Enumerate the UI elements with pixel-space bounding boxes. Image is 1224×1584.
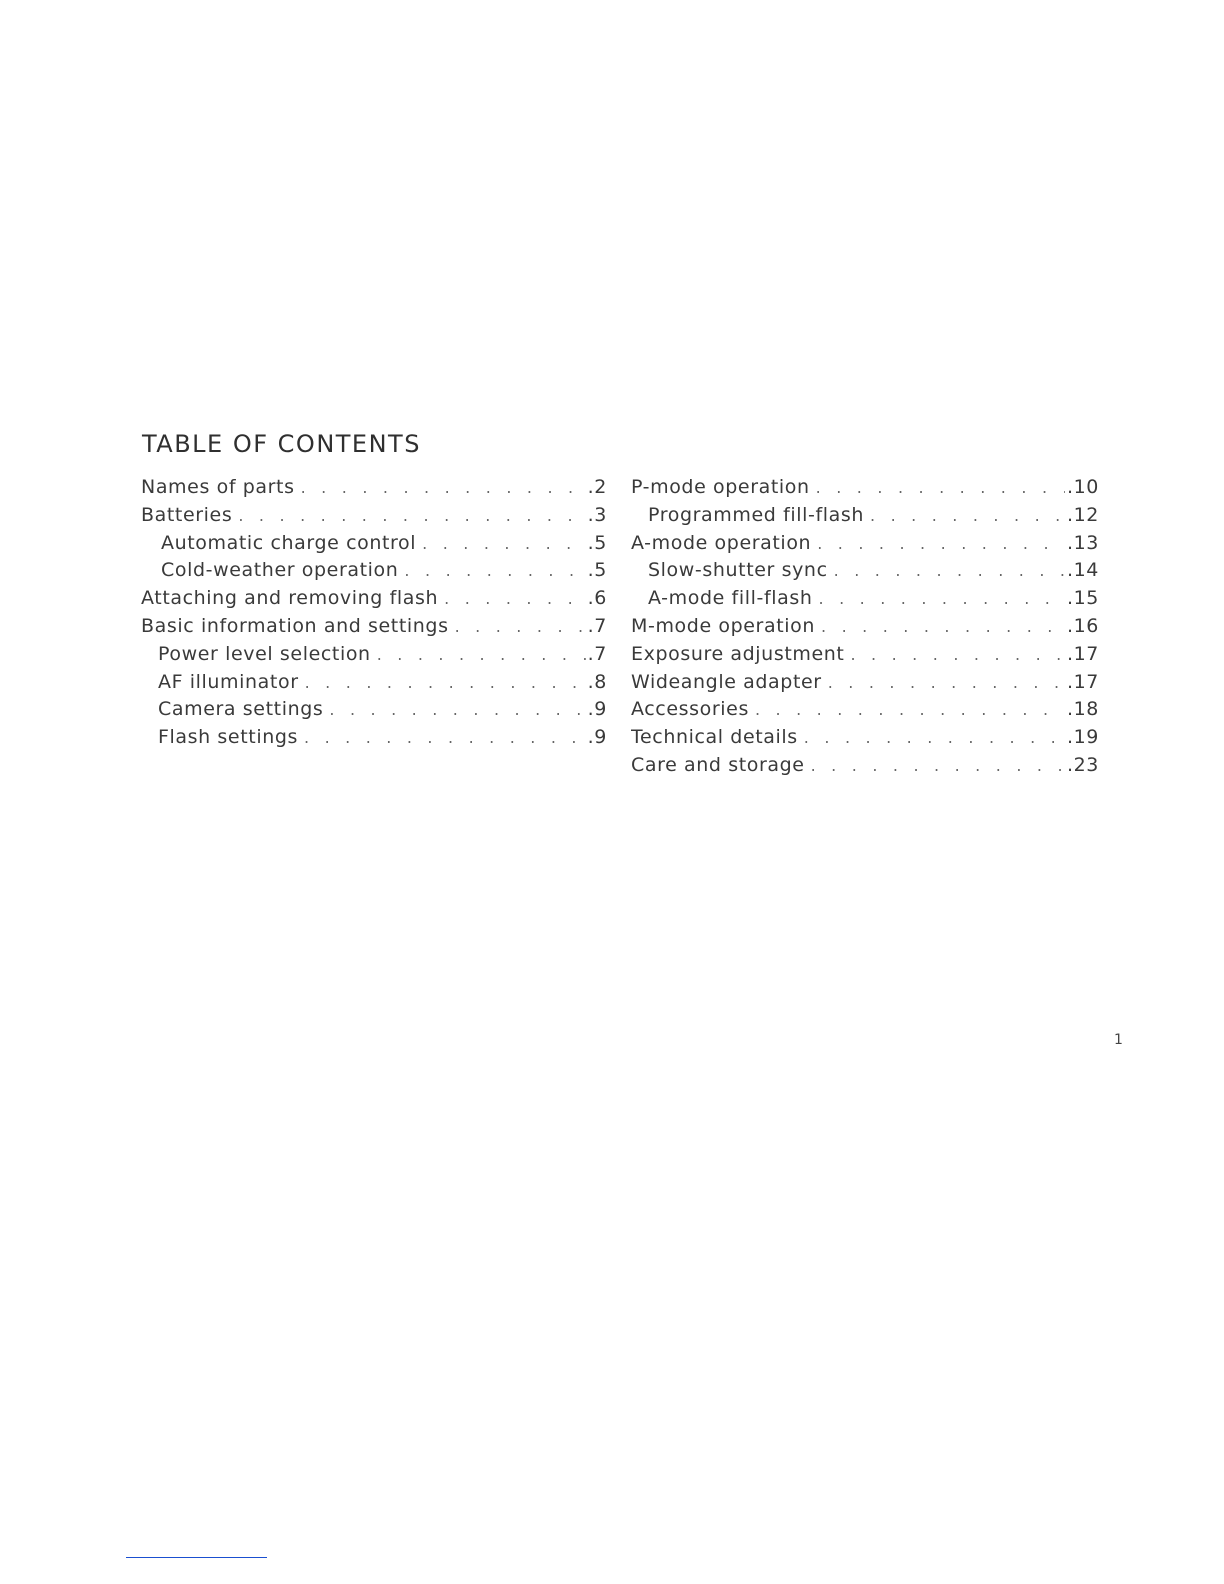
toc-entry-page: .15	[1066, 587, 1099, 610]
dot-leader	[805, 752, 1065, 780]
dot-leader	[844, 641, 1065, 669]
dot-leader	[299, 669, 586, 697]
toc-entry-label: A-mode operation	[631, 531, 812, 554]
toc-entry-label: Exposure adjustment	[631, 642, 845, 665]
toc-entry-label: Automatic charge control	[161, 531, 417, 554]
toc-entry-wideangle-adapter[interactable]	[631, 669, 1099, 697]
toc-entry-label: AF illuminator	[158, 670, 299, 693]
page-number: 1	[1114, 1032, 1123, 1048]
toc-entry-page: .2	[587, 476, 607, 498]
toc-entry-page: .17	[1066, 642, 1099, 665]
toc-entry-page: .12	[1066, 503, 1099, 526]
toc-entry-page: .5	[587, 531, 607, 554]
toc-entry-label: Flash settings	[158, 726, 298, 749]
dot-leader	[371, 641, 586, 669]
toc-entry-label: Cold-weather operation	[161, 559, 399, 582]
dot-leader	[323, 696, 585, 724]
toc-entry-label: Technical details	[631, 726, 798, 749]
dot-leader	[232, 502, 585, 530]
dot-leader	[813, 585, 1065, 613]
toc-entry-flash-settings[interactable]	[141, 724, 607, 752]
dot-leader	[828, 557, 1065, 585]
toc-entry-page: .19	[1066, 726, 1099, 749]
toc-entry-page: .13	[1066, 531, 1099, 554]
toc-entry-page: .5	[587, 559, 607, 582]
toc-entry-label: Slow-shutter sync	[648, 559, 828, 582]
toc-entry-exposure-adjustment[interactable]	[631, 641, 1099, 669]
toc-entry-label: Basic information and settings	[141, 614, 449, 637]
toc-entry-power-level-selection[interactable]	[141, 641, 607, 669]
toc-entry-m-mode-operation[interactable]	[631, 613, 1099, 641]
toc-entry-page: .23	[1066, 753, 1099, 776]
toc-entry-page: .16	[1066, 614, 1099, 637]
toc-entry-label: Accessories	[631, 698, 749, 721]
toc-entry-page: .9	[587, 726, 607, 749]
toc-entry-accessories[interactable]	[631, 696, 1099, 724]
dot-leader	[815, 613, 1065, 641]
toc-entry-page: .7	[587, 614, 607, 637]
dot-leader	[811, 530, 1065, 558]
toc-entry-a-mode-fill-flash[interactable]	[631, 585, 1099, 613]
toc-entry-label: Camera settings	[158, 698, 324, 721]
toc-entry-care-and-storage[interactable]	[631, 752, 1099, 780]
toc-right-column	[631, 474, 1099, 780]
toc-entry-label: Names of parts	[141, 476, 295, 498]
footnote-rule	[126, 1557, 267, 1558]
toc-entry-label: A-mode fill-flash	[648, 587, 813, 610]
toc-entry-label: Attaching and removing flash	[141, 587, 439, 610]
toc-entry-page: .17	[1066, 670, 1099, 693]
toc-entry-basic-information-and-settings[interactable]	[141, 613, 607, 641]
toc-left-column	[141, 474, 607, 752]
dot-leader	[864, 502, 1065, 530]
toc-entry-label: Wideangle adapter	[631, 670, 822, 693]
toc-entry-label: Power level selection	[158, 642, 371, 665]
dot-leader	[798, 724, 1065, 752]
toc-entry-page: .9	[587, 698, 607, 721]
toc-entry-names-of-parts[interactable]	[141, 474, 607, 502]
toc-entry-a-mode-operation[interactable]	[631, 530, 1099, 558]
toc-entry-page: .6	[587, 587, 607, 610]
toc-entry-page: .7	[587, 642, 607, 665]
dot-leader	[810, 474, 1065, 502]
toc-entry-batteries[interactable]	[141, 502, 607, 530]
toc-entry-page: .3	[587, 503, 607, 526]
toc-entry-p-mode-operation[interactable]	[631, 474, 1099, 502]
dot-leader	[449, 613, 586, 641]
toc-entry-attaching-and-removing-flash[interactable]	[141, 585, 607, 613]
dot-leader	[298, 724, 586, 752]
toc-entry-page: .10	[1066, 476, 1099, 498]
toc-entry-technical-details[interactable]	[631, 724, 1099, 752]
toc-entry-label: M-mode operation	[631, 614, 815, 637]
toc-entry-cold-weather-operation[interactable]	[141, 557, 607, 585]
toc-entry-slow-shutter-sync[interactable]	[631, 557, 1099, 585]
toc-entry-automatic-charge-control[interactable]	[141, 530, 607, 558]
dot-leader	[416, 530, 586, 558]
toc-entry-label: Batteries	[141, 503, 233, 526]
dot-leader	[295, 474, 586, 502]
toc-entry-page: .8	[587, 670, 607, 693]
dot-leader	[398, 557, 585, 585]
dot-leader	[822, 669, 1065, 697]
toc-entry-af-illuminator[interactable]	[141, 669, 607, 697]
page-title: TABLE OF CONTENTS	[142, 430, 421, 458]
toc-entry-camera-settings[interactable]	[141, 696, 607, 724]
toc-entry-label: P-mode operation	[631, 476, 810, 498]
toc-entry-programmed-fill-flash[interactable]	[631, 502, 1099, 530]
toc-entry-page: .18	[1066, 698, 1099, 721]
toc-entry-label: Care and storage	[631, 753, 805, 776]
dot-leader	[438, 585, 586, 613]
toc-entry-page: .14	[1066, 559, 1099, 582]
dot-leader	[749, 696, 1065, 724]
toc-entry-label: Programmed fill-flash	[648, 503, 864, 526]
